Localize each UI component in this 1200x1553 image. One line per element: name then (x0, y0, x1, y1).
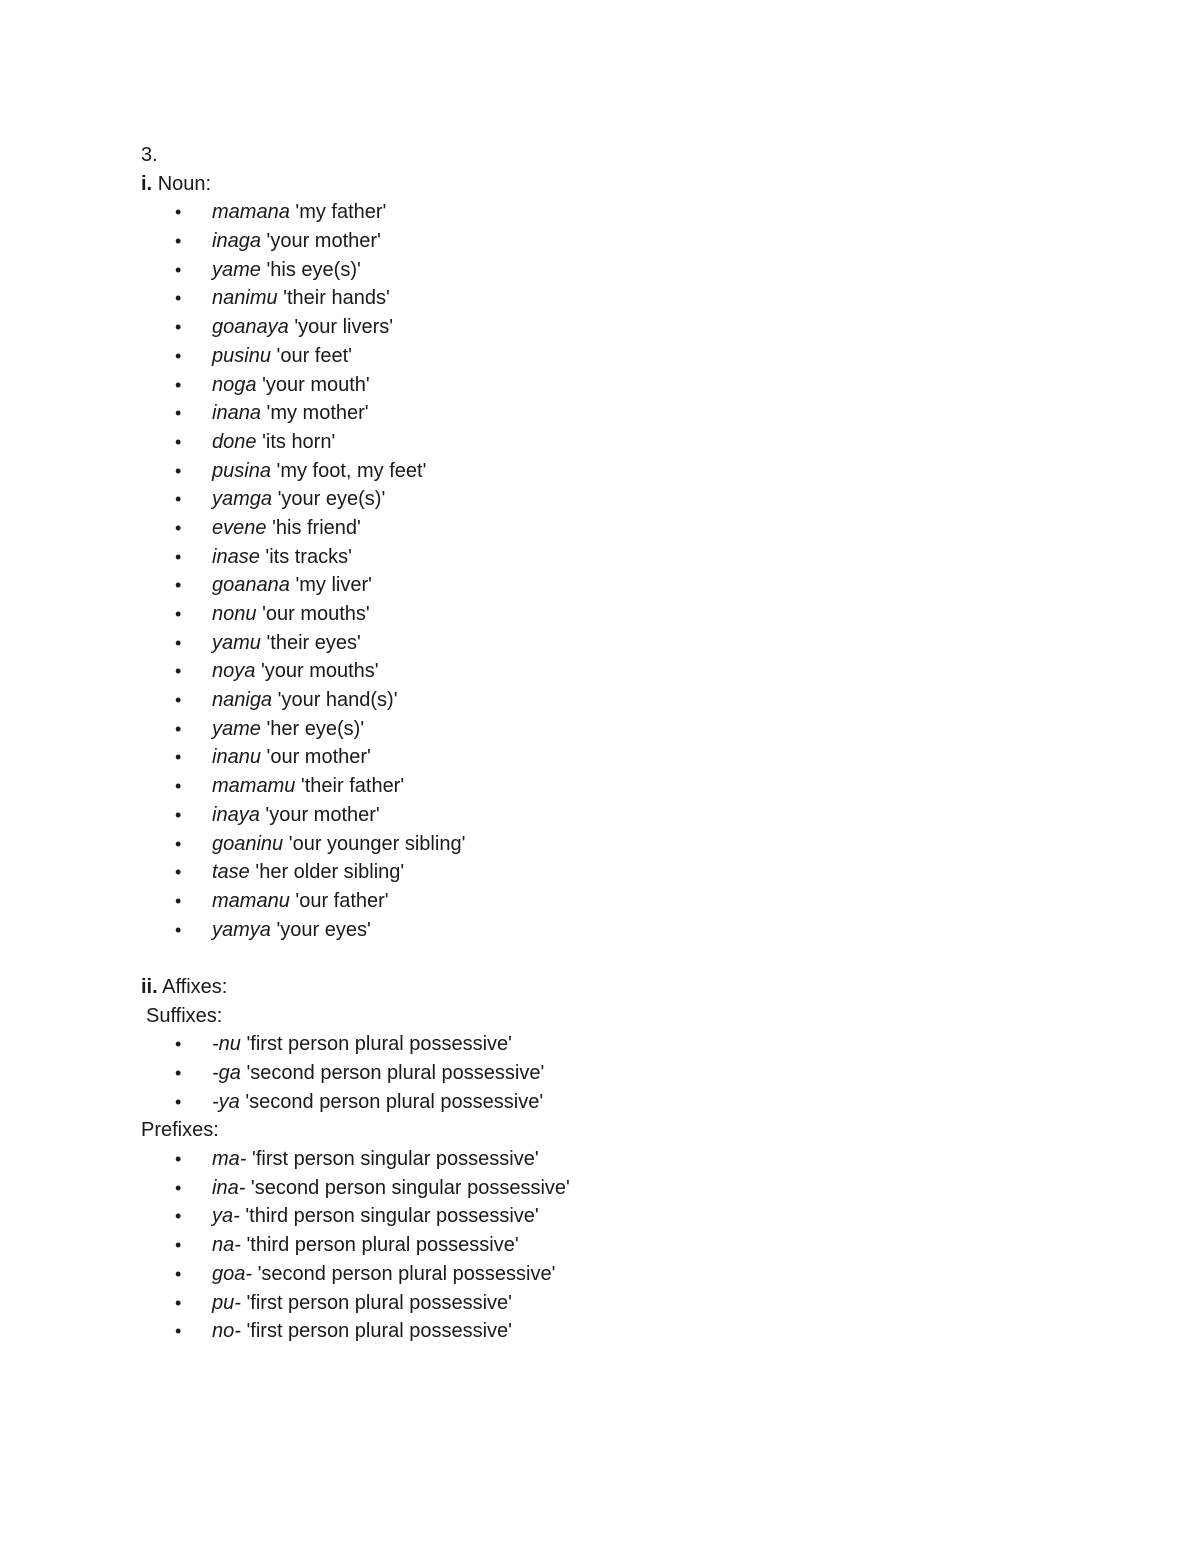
item-form: mamana (212, 201, 290, 224)
bullet-icon: • (175, 317, 182, 338)
item-form: pusinu (212, 344, 271, 367)
noun-list-item (141, 801, 1101, 830)
item-form: yamya (212, 918, 271, 941)
prefix-list (141, 1145, 1101, 1346)
noun-list-item (141, 657, 1101, 686)
bullet-icon: • (175, 833, 182, 854)
item-gloss: 'its horn' (262, 430, 336, 453)
noun-list-item (141, 571, 1101, 600)
item-form: -ga (212, 1062, 241, 1084)
noun-list-item (141, 858, 1101, 887)
bullet-icon: • (175, 1063, 182, 1083)
item-form: mamamu (212, 775, 296, 798)
item-gloss: 'our younger sibling' (288, 832, 466, 855)
item-form: nanimu (212, 287, 278, 310)
item-gloss: 'first person plural possessive' (246, 1320, 512, 1343)
bullet-icon: • (175, 546, 182, 567)
bullet-icon: • (175, 1149, 182, 1170)
prefix-list-item (141, 1174, 1101, 1203)
spacer (141, 944, 1101, 973)
item-form: done (212, 430, 257, 453)
item-gloss: 'his friend' (272, 516, 361, 539)
item-form: naniga (212, 689, 273, 712)
bullet-icon: • (175, 517, 182, 538)
noun-list (141, 198, 1101, 944)
noun-list-item (141, 514, 1101, 543)
item-form: -ya (212, 1090, 240, 1113)
item-gloss: 'my mother' (266, 402, 369, 425)
bullet-icon: • (175, 747, 182, 768)
bullet-icon: • (175, 202, 182, 223)
document-page (141, 141, 1101, 1346)
item-form: tase (212, 861, 250, 884)
noun-list-item (141, 485, 1101, 514)
item-gloss: 'our mother' (266, 746, 371, 769)
bullet-icon: • (175, 460, 182, 481)
suffix-list (141, 1030, 1101, 1116)
item-form: goanaya (212, 316, 289, 339)
item-gloss: 'their hands' (283, 287, 390, 310)
bullet-icon: • (175, 431, 182, 452)
item-form: yamu (212, 631, 261, 654)
item-form: goaninu (212, 832, 284, 855)
prefix-list-item (141, 1145, 1101, 1174)
prefixes-label: Prefixes: (141, 1119, 219, 1142)
item-gloss: 'second person singular possessive' (250, 1176, 570, 1199)
item-gloss: 'second person plural possessive' (245, 1090, 544, 1113)
item-gloss: 'your mouth' (262, 373, 370, 396)
item-gloss: 'third person singular possessive' (245, 1205, 539, 1228)
item-gloss: 'his eye(s)' (266, 258, 361, 281)
bullet-icon: • (175, 690, 182, 711)
item-gloss: 'our feet' (276, 344, 352, 367)
item-gloss: 'second person plural possessive' (257, 1262, 556, 1285)
noun-list-item (141, 227, 1101, 256)
item-form: inaga (212, 230, 261, 253)
item-form: goa- (212, 1262, 253, 1285)
item-gloss: 'your eyes' (276, 918, 371, 941)
bullet-icon: • (175, 919, 182, 940)
item-form: inaya (212, 803, 260, 826)
bullet-icon: • (175, 1177, 182, 1198)
item-form: inana (212, 402, 261, 425)
suffixes-label: Suffixes: (146, 1004, 223, 1027)
item-gloss: 'your mother' (265, 803, 380, 826)
bullet-icon: • (175, 345, 182, 366)
noun-list-item (141, 715, 1101, 744)
bullet-icon: • (175, 776, 182, 797)
item-form: pu- (212, 1291, 241, 1314)
noun-list-item (141, 916, 1101, 945)
noun-list-item (141, 198, 1101, 227)
bullet-icon: • (175, 288, 182, 309)
bullet-icon: • (175, 1206, 182, 1227)
noun-list-item (141, 284, 1101, 313)
bullet-icon: • (175, 1091, 182, 1112)
bullet-icon: • (175, 231, 182, 252)
noun-list-item (141, 743, 1101, 772)
item-gloss: 'your hand(s)' (277, 689, 398, 712)
noun-section-heading (141, 170, 1101, 199)
prefix-list-item (141, 1289, 1101, 1318)
prefix-list-item (141, 1317, 1101, 1346)
item-form: goanana (212, 574, 290, 597)
noun-list-item (141, 629, 1101, 658)
item-form: yame (212, 717, 261, 740)
noun-list-item (141, 256, 1101, 285)
noun-list-item (141, 428, 1101, 457)
item-form: yamga (212, 488, 273, 511)
noun-list-item (141, 543, 1101, 572)
item-gloss: 'her eye(s)' (266, 717, 365, 740)
item-gloss: 'our father' (295, 889, 389, 912)
bullet-icon: • (175, 890, 182, 911)
noun-list-item (141, 399, 1101, 428)
bullet-icon: • (175, 489, 182, 510)
item-gloss: 'its tracks' (265, 545, 352, 568)
item-gloss: 'their eyes' (266, 631, 361, 654)
item-form: ya- (212, 1205, 240, 1228)
bullet-icon: • (175, 374, 182, 395)
item-gloss: 'third person plural possessive' (246, 1234, 519, 1257)
noun-list-item (141, 830, 1101, 859)
item-form: mamanu (212, 889, 290, 912)
item-form: noya (212, 660, 256, 683)
item-gloss: 'our mouths' (262, 603, 370, 625)
item-form: noga (212, 373, 257, 396)
item-gloss: 'first person plural possessive' (246, 1291, 512, 1314)
bullet-icon: • (175, 604, 182, 624)
bullet-icon: • (175, 403, 182, 424)
affix-section-marker: ii. (141, 975, 158, 998)
noun-section-title: Noun: (157, 172, 212, 195)
item-gloss: 'your mother' (266, 230, 381, 253)
suffix-list-item (141, 1088, 1101, 1117)
suffix-list-item (141, 1030, 1101, 1059)
bullet-icon: • (175, 259, 182, 280)
item-form: nonu (212, 603, 257, 625)
item-gloss: 'my liver' (295, 574, 372, 597)
bullet-icon: • (175, 1263, 182, 1284)
item-form: ma- (212, 1148, 247, 1171)
affix-section-heading (141, 973, 1101, 1002)
item-form: evene (212, 516, 267, 539)
noun-list-item (141, 342, 1101, 371)
affix-section-title: Affixes: (162, 975, 228, 998)
noun-list-item (141, 457, 1101, 486)
noun-list-item (141, 887, 1101, 916)
prefix-list-item (141, 1231, 1101, 1260)
item-gloss: 'my father' (295, 201, 387, 224)
item-form: ina- (212, 1176, 246, 1199)
item-gloss: 'their father' (300, 775, 405, 798)
bullet-icon: • (175, 1321, 182, 1342)
item-form: -nu (212, 1033, 241, 1056)
question-number: 3. (141, 144, 158, 166)
suffix-list-item (141, 1059, 1101, 1088)
bullet-icon: • (175, 575, 182, 596)
noun-list-item (141, 686, 1101, 715)
bullet-icon: • (175, 632, 182, 653)
noun-list-item (141, 371, 1101, 400)
item-gloss: 'my foot, my feet' (276, 459, 427, 482)
bullet-icon: • (175, 804, 182, 825)
item-gloss: 'your mouths' (260, 660, 379, 683)
item-gloss: 'her older sibling' (255, 861, 405, 884)
bullet-icon: • (175, 661, 182, 682)
noun-list-item (141, 600, 1101, 629)
item-gloss: 'second person plural possessive' (246, 1062, 545, 1084)
item-gloss: 'first person singular possessive' (252, 1148, 539, 1171)
item-form: yame (212, 258, 261, 281)
prefix-list-item (141, 1202, 1101, 1231)
bullet-icon: • (175, 718, 182, 739)
item-gloss: 'your livers' (294, 316, 394, 339)
item-form: inanu (212, 746, 261, 769)
item-form: na- (212, 1234, 241, 1257)
noun-list-item (141, 772, 1101, 801)
bullet-icon: • (175, 1292, 182, 1313)
item-form: pusina (212, 459, 271, 482)
bullet-icon: • (175, 1034, 182, 1055)
item-gloss: 'first person plural possessive' (246, 1033, 512, 1056)
item-gloss: 'your eye(s)' (277, 488, 386, 511)
item-form: inase (212, 545, 260, 568)
prefix-list-item (141, 1260, 1101, 1289)
bullet-icon: • (175, 862, 182, 883)
bullet-icon: • (175, 1235, 182, 1256)
item-form: no- (212, 1320, 241, 1343)
noun-list-item (141, 313, 1101, 342)
noun-section-marker: i. (141, 172, 153, 195)
